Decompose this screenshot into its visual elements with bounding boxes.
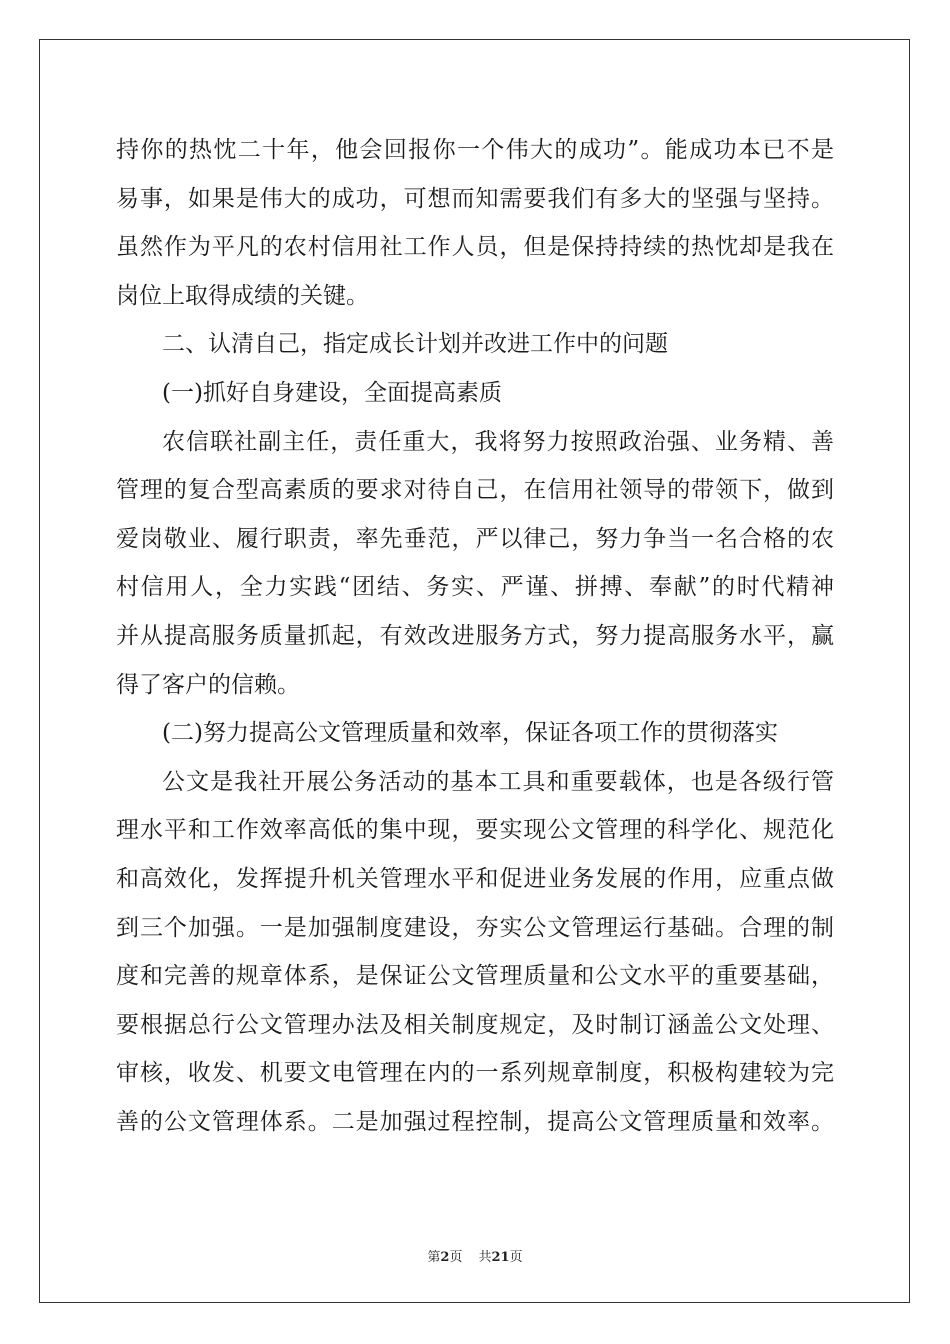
total-suffix: 页	[509, 1250, 523, 1265]
page-number: 2	[440, 1250, 450, 1265]
text-line: 到三个加强。一是加强制度建设，夯实公文管理运行基础。合理的制	[116, 914, 834, 941]
text-line: 审核，收发、机要文电管理在内的一系列规章制度，积极构建较为完	[116, 1060, 834, 1087]
section-heading: 二、认清自己，指定成长计划并改进工作中的问题	[162, 331, 668, 358]
subsection-heading: (一)抓好自身建设，全面提高素质	[162, 379, 502, 406]
text-line: 岗位上取得成绩的关键。	[116, 282, 369, 309]
text-line: 虽然作为平凡的农村信用社工作人员，但是保持持续的热忱却是我在	[116, 234, 834, 261]
text-line: 并从提高服务质量抓起，有效改进服务方式，努力提高服务水平，赢	[116, 622, 834, 649]
document-body	[116, 126, 834, 1146]
total-prefix: 共	[478, 1250, 492, 1265]
total-pages: 21	[491, 1250, 510, 1265]
text-line: 持你的热忱二十年，他会回报你一个伟大的成功”。能成功本已不是	[116, 137, 834, 163]
text-line: 善的公文管理体系。二是加强过程控制，提高公文管理质量和效率。	[116, 1108, 834, 1135]
text-line: 爱岗敬业、履行职责，率先垂范，严以律己，努力争当一名合格的农	[116, 525, 834, 552]
text-line: 农信联社副主任，责任重大，我将努力按照政治强、业务精、善	[162, 428, 834, 455]
text-line: 理水平和工作效率高低的集中现，要实现公文管理的科学化、规范化	[116, 817, 834, 844]
page-prefix: 第	[427, 1250, 441, 1265]
text-line: 管理的复合型高素质的要求对待自己，在信用社领导的带领下，做到	[116, 477, 834, 504]
text-line: 村信用人，全力实践“团结、务实、严谨、拼搏、奉献”的时代精神	[116, 574, 834, 601]
text-line: 得了客户的信赖。	[116, 671, 300, 698]
text-line: 度和完善的规章体系，是保证公文管理质量和公文水平的重要基础，	[116, 963, 834, 990]
text-line: 易事，如果是伟大的成功，可想而知需要我们有多大的坚强与坚持。	[116, 185, 834, 212]
text-line: 和高效化，发挥提升机关管理水平和促进业务发展的作用，应重点做	[116, 865, 834, 892]
page-footer	[0, 1246, 950, 1265]
text-line: 公文是我社开展公务活动的基本工具和重要载体，也是各级行管	[162, 768, 834, 795]
text-line: 要根据总行公文管理办法及相关制度规定，及时制订涵盖公文处理、	[116, 1011, 834, 1038]
subsection-heading: (二)努力提高公文管理质量和效率，保证各项工作的贯彻落实	[162, 720, 778, 747]
page-suffix: 页	[449, 1250, 463, 1265]
